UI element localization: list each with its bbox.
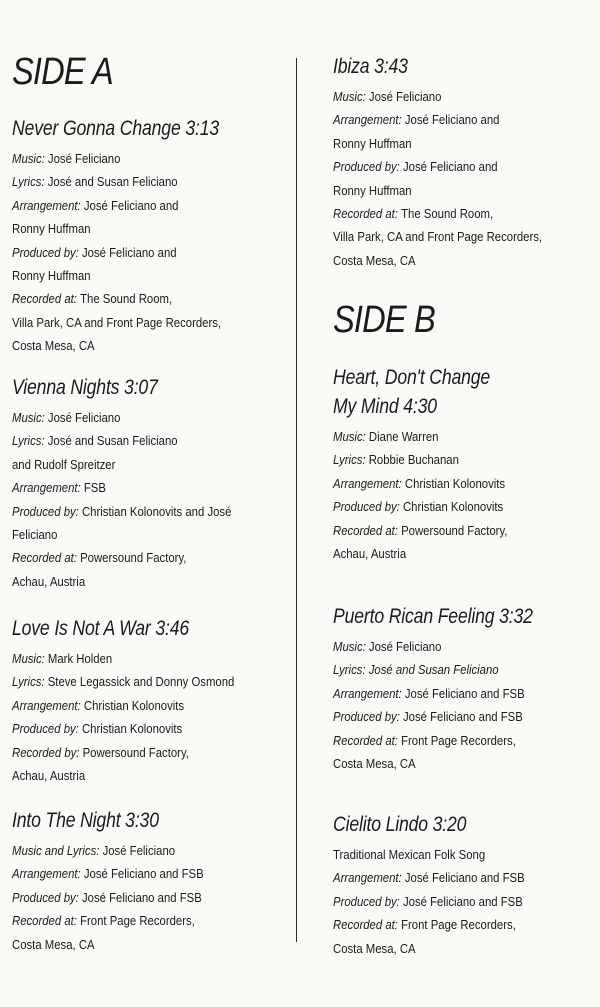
credit-label: Arrangement: [12,697,81,713]
credit-value: The Sound Room, [80,291,173,307]
credit-label: Lyrics: [12,674,45,690]
credit-line [333,155,594,178]
credit-label: Lyrics: [333,452,366,468]
credit-line [333,249,594,272]
credit-line [12,147,289,170]
credit-line [333,913,594,936]
credit-line [12,453,289,476]
credit-label: Produced by: [12,889,79,905]
track-cielito-lindo [333,810,595,960]
credit-line [12,170,289,193]
credit-line [12,741,289,764]
credit-value: and Rudolf Spreitzer [12,456,116,472]
credit-line [333,132,594,155]
track-into-the-night [12,806,290,956]
credit-line [333,108,594,131]
credit-label: Music: [12,151,45,166]
credit-line [12,194,289,217]
credit-line [333,448,594,471]
credit-line [333,85,594,108]
credit-label: Recorded at: [12,550,77,566]
credit-value: Costa Mesa, CA [333,756,416,772]
credit-value: José Feliciano and FSB [404,685,525,701]
track-title: Cielito Lindo 3:20 [333,813,467,836]
credit-value: José Feliciano and FSB [83,866,204,882]
credit-line [12,909,289,932]
credit-label: Music: [333,429,366,444]
credit-label: Arrangement: [333,685,402,701]
credit-value: José Feliciano and FSB [404,870,525,886]
credit-value: Achau, Austria [12,768,86,784]
credit-label: Produced by: [333,893,400,909]
credit-value: Villa Park, CA and Front Page Recorders, [333,229,543,245]
track-title: Love Is Not A War 3:46 [12,617,190,640]
credit-line [12,264,289,287]
credit-label: Music: [333,639,366,654]
credit-line [12,241,289,264]
credit-line [333,635,594,658]
credit-value: Costa Mesa, CA [333,940,416,956]
credit-value: José Feliciano [47,151,121,166]
credit-value: José Feliciano and [81,244,177,260]
track-credits [333,85,595,272]
credit-label: Recorded at: [333,206,398,222]
credit-value: Robbie Buchanan [368,452,459,468]
credit-line [12,862,289,885]
credit-line [12,476,289,499]
track-title: Into The Night 3:30 [12,809,159,832]
credit-label: Arrangement: [12,197,81,213]
credit-line [12,647,289,670]
credit-label: Lyrics: [333,662,366,678]
credit-value: Christian Kolonovits [404,475,506,491]
credit-line [333,425,594,448]
credit-label: Recorded at: [333,522,398,538]
side-b-heading: SIDE B [333,299,436,341]
credit-line [333,472,594,495]
credit-value: Front Page Recorders, [401,732,516,748]
credit-label: Arrangement: [333,112,402,128]
credit-value: Ronny Huffman [333,135,412,151]
credit-value: Costa Mesa, CA [12,936,95,952]
credit-line [12,546,289,569]
track-credits [12,406,290,593]
credit-line [12,287,289,310]
credit-value: FSB [83,480,106,496]
track-title: My Mind 4:30 [333,395,437,418]
credit-value: José Feliciano and FSB [81,889,202,905]
credit-line [12,429,289,452]
credit-line [333,729,594,752]
credit-value: Mark Holden [47,651,113,666]
credit-value: José Feliciano [47,410,121,425]
credit-line [12,217,289,240]
track-credits [333,425,595,565]
credit-label: Recorded at: [333,917,398,933]
credit-label: Music and Lyrics: [12,843,100,858]
credit-value: José Feliciano and [402,159,498,175]
credit-label: Music: [12,410,45,425]
credit-label: Music: [333,89,366,104]
credit-value: José and Susan Feliciano [368,662,499,678]
credit-value: Ronny Huffman [333,182,412,198]
track-credits [333,843,595,960]
credit-value: José Feliciano [368,89,442,104]
credit-line [12,523,289,546]
credit-line [12,334,289,357]
credit-value: Christian Kolonovits [402,499,504,515]
credit-line [12,570,289,593]
track-vienna-nights [12,373,290,593]
credit-line [333,866,594,889]
credit-line [333,705,594,728]
track-credits [12,147,290,358]
credit-line [333,843,594,866]
credit-line [12,717,289,740]
credit-value: Achau, Austria [333,546,407,562]
credit-line [12,500,289,523]
credit-line [333,179,594,202]
credit-value: Christian Kolonovits [81,721,183,737]
credit-line [12,933,289,956]
credit-line [333,937,594,960]
credit-label: Lyrics: [12,433,45,449]
credit-value: Diane Warren [368,429,439,444]
credit-value: Villa Park, CA and Front Page Recorders, [12,314,222,330]
credit-line [333,495,594,518]
credit-line [12,406,289,429]
credit-line [12,886,289,909]
credit-value: José Feliciano and [404,112,500,128]
credit-label: Produced by: [333,709,400,725]
credit-value: Traditional Mexican Folk Song [333,847,486,862]
credit-value: José and Susan Feliciano [47,433,178,449]
track-title: Never Gonna Change 3:13 [12,117,219,140]
credit-value: Powersound Factory, [80,550,187,566]
credit-value: Ronny Huffman [12,221,91,237]
credit-value: José Feliciano and FSB [402,893,523,909]
credit-value: Powersound Factory, [401,522,508,538]
track-puerto-rican-feeling [333,602,595,775]
credit-value: The Sound Room, [401,206,494,222]
track-credits [12,647,290,787]
credit-value: José Feliciano [102,843,176,858]
credit-line [333,519,594,542]
credit-label: Arrangement: [333,475,402,491]
credit-label: Arrangement: [12,480,81,496]
credit-label: Produced by: [12,503,79,519]
credit-line [333,752,594,775]
credit-value: Front Page Recorders, [80,913,195,929]
credit-label: Arrangement: [333,870,402,886]
credit-label: Recorded at: [333,732,398,748]
track-title: Heart, Don't Change [333,366,491,389]
track-credits [333,635,595,775]
credit-value: Christian Kolonovits [83,697,185,713]
track-never-gonna-change [12,114,290,358]
credit-label: Produced by: [333,499,400,515]
credit-value: Feliciano [12,527,58,543]
track-title: Vienna Nights 3:07 [12,376,158,399]
credit-label: Produced by: [12,721,79,737]
credit-value: Costa Mesa, CA [333,252,416,268]
credit-value: Ronny Huffman [12,268,91,284]
credit-label: Recorded at: [12,913,77,929]
credit-label: Recorded by: [12,744,80,760]
credit-label: Recorded at: [12,291,77,307]
credit-line [333,225,594,248]
side-a-heading: SIDE A [12,51,113,93]
credit-label: Produced by: [12,244,79,260]
credit-line [333,890,594,913]
credit-line [333,202,594,225]
credit-value: Powersound Factory, [82,744,189,760]
credit-value: Front Page Recorders, [401,917,516,933]
credit-line [12,764,289,787]
credit-value: José and Susan Feliciano [47,174,178,190]
credit-line [12,694,289,717]
credit-label: Arrangement: [12,866,81,882]
credit-line [12,670,289,693]
credit-line [333,682,594,705]
track-heart-dont-change [333,363,595,565]
credit-line [333,658,594,681]
credit-line [12,311,289,334]
credit-label: Music: [12,651,45,666]
credit-label: Produced by: [333,159,400,175]
column-divider [296,58,297,942]
track-ibiza [333,52,595,272]
track-title: Puerto Rican Feeling 3:32 [333,605,533,628]
credit-value: Steve Legassick and Donny Osmond [47,674,235,690]
credit-value: Christian Kolonovits and José [81,503,232,519]
credit-line [12,839,289,862]
credit-value: Achau, Austria [12,573,86,589]
credit-value: Costa Mesa, CA [12,338,95,354]
credit-value: José Feliciano and FSB [402,709,523,725]
credit-label: Lyrics: [12,174,45,190]
track-credits [12,839,290,956]
credit-line [333,542,594,565]
credit-value: José Feliciano [368,639,442,654]
track-title: Ibiza 3:43 [333,55,408,78]
credit-value: José Feliciano and [83,197,179,213]
track-love-is-not-a-war [12,614,290,787]
